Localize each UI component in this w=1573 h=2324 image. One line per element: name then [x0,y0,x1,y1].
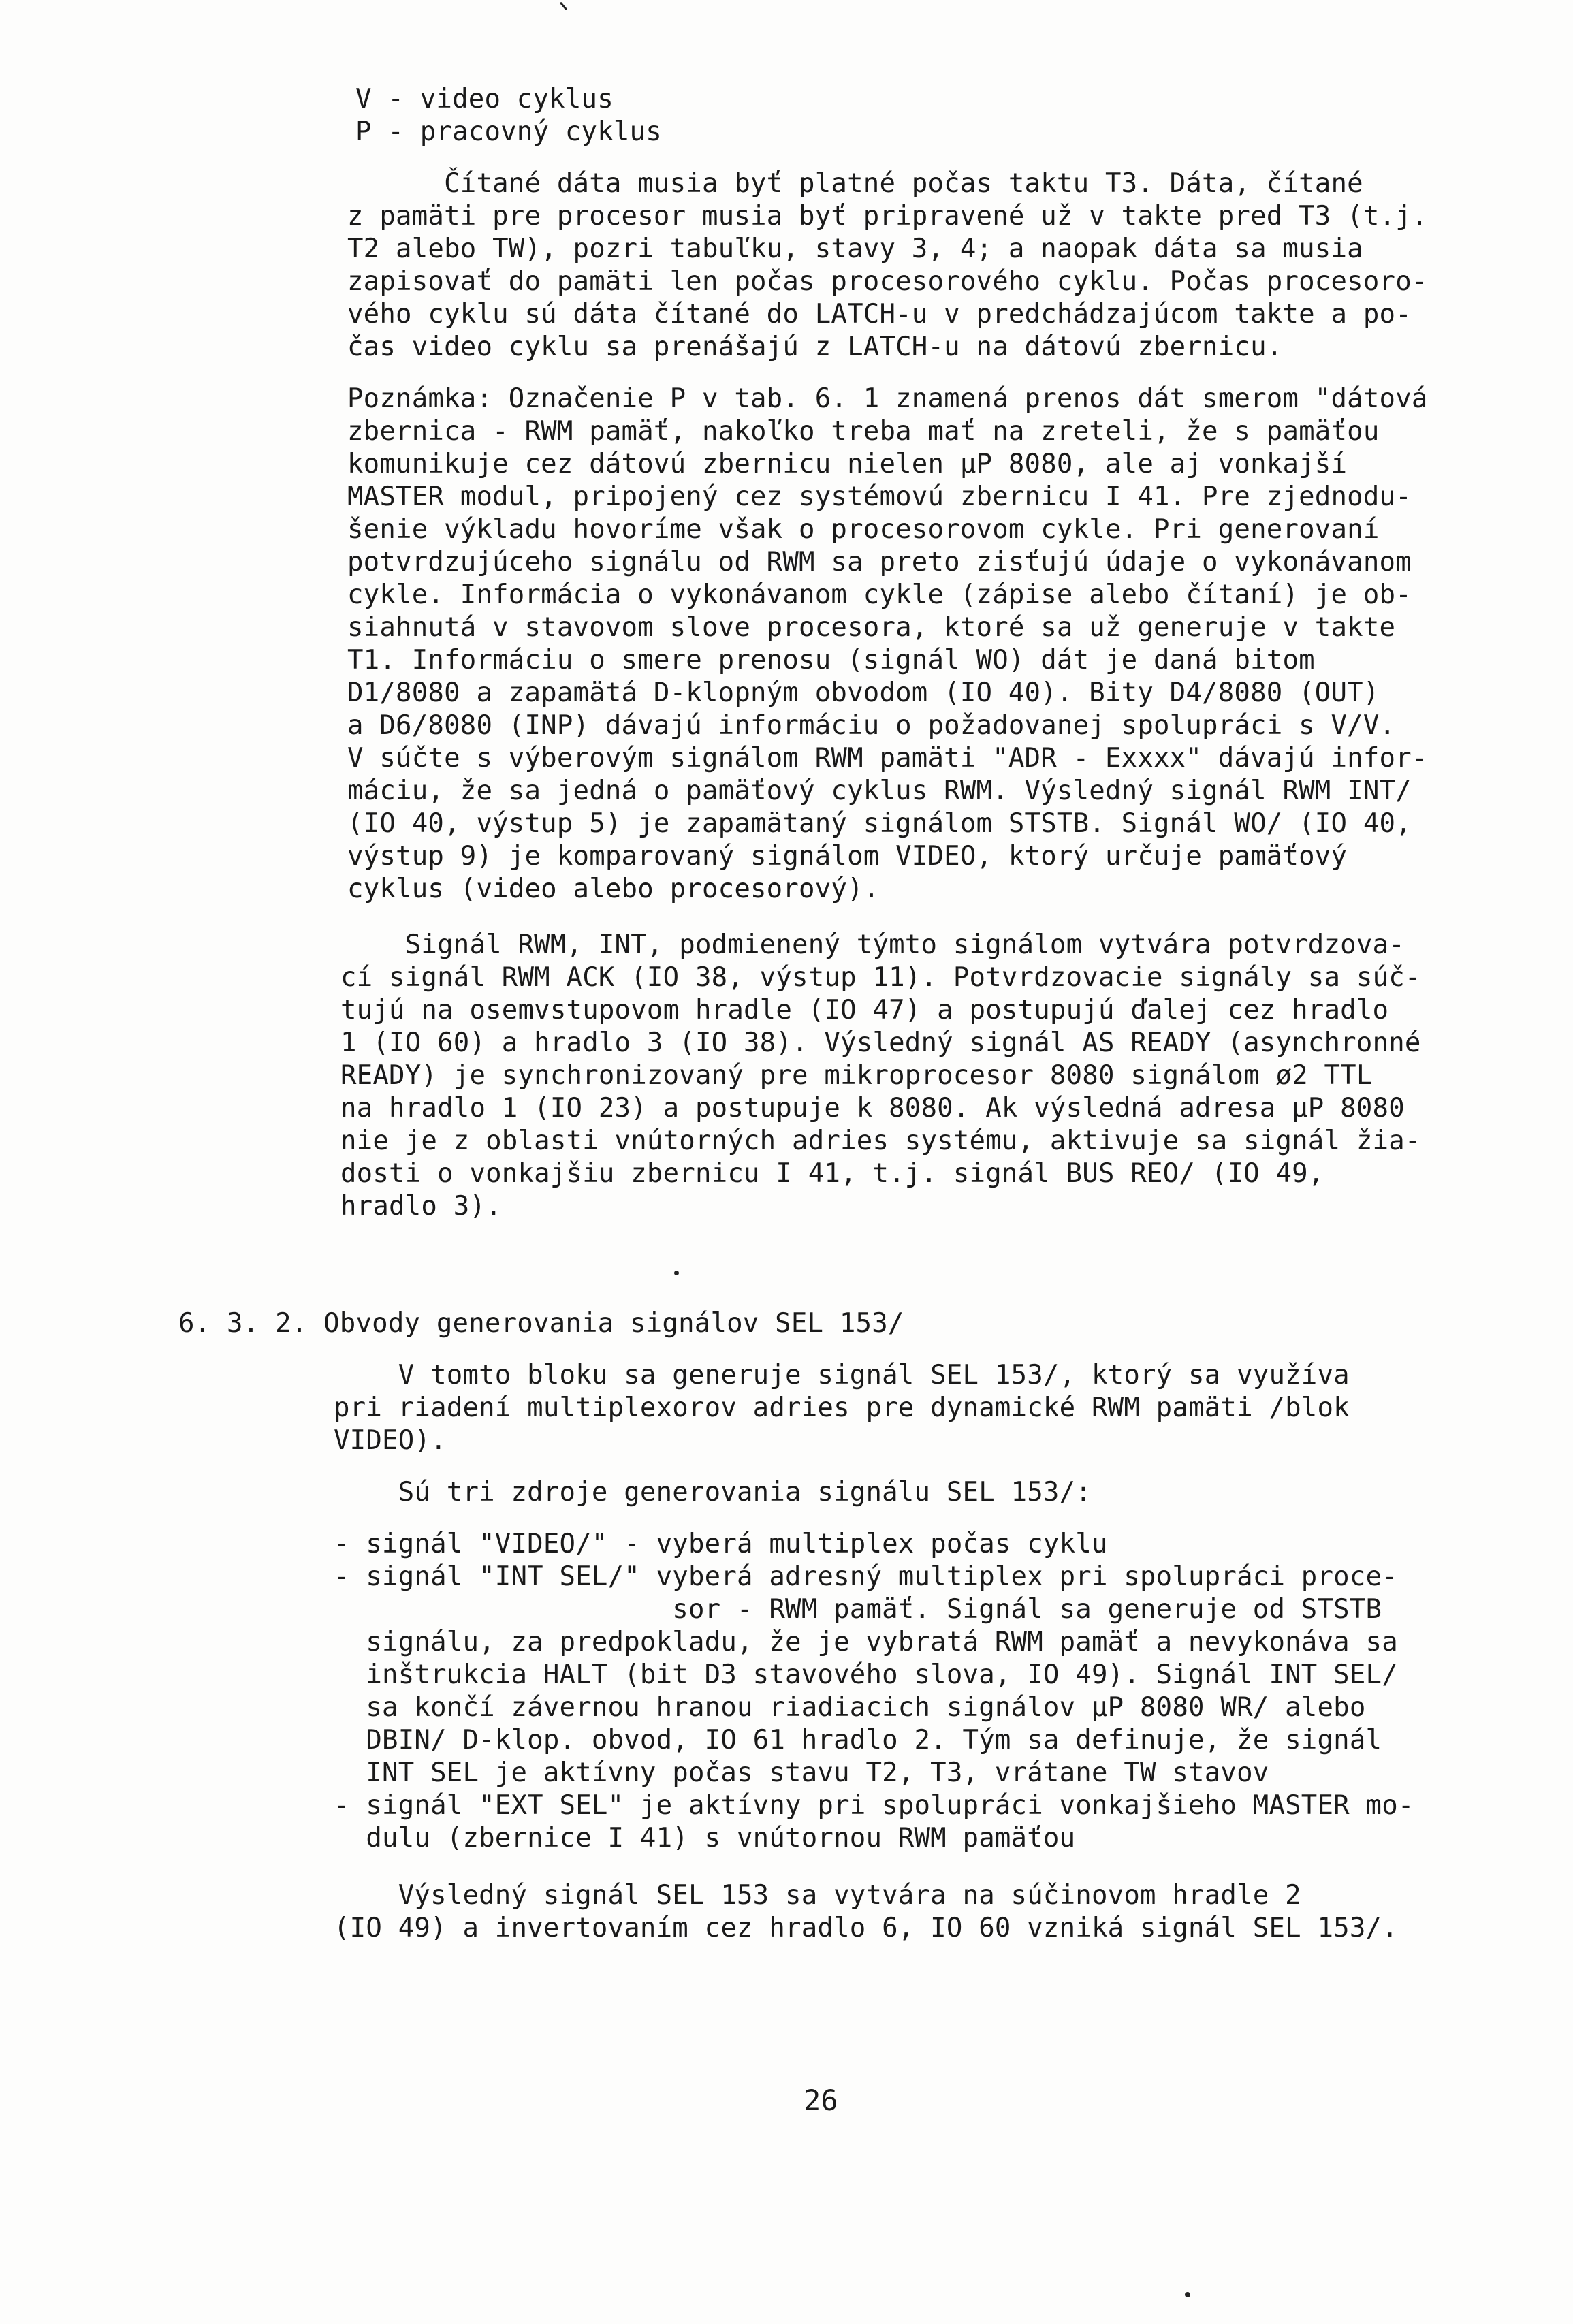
note-line: cyklus (video alebo procesorový). [347,874,880,904]
paragraph-line: T2 alebo TW), pozri tabuľku, stavy 3, 4; a naopak dáta sa musia [347,234,1363,264]
note-line: potvrdzujúceho signálu od RWM sa preto zisťujú údaje o vykonávanom [347,547,1412,577]
paragraph-line: vého cyklu sú dáta čítané do LATCH-u v predchádzajúcom takte a po- [347,299,1412,330]
note-line: V súčte s výberovým signálom RWM pamäti "ADR - Exxxx" dávajú infor- [347,743,1428,774]
scan-speck [674,1271,679,1275]
paragraph-line: Signál RWM, INT, podmienený týmto signálom vytvára potvrdzova- [340,929,1405,960]
note-line: siahnutá v stavovom slove procesora, ktoré sa už generuje v takte [347,612,1396,643]
list-item: dulu (zbernice I 41) s vnútornou RWM pamäťou [334,1823,1076,1853]
paragraph-line: Sú tri zdroje generovania signálu SEL 153/: [334,1477,1092,1508]
paragraph-line: V tomto bloku sa generuje signál SEL 153/, ktorý sa využíva [334,1360,1350,1390]
note-line: D1/8080 a zapamätá D-klopným obvodom (IO 40). Bity D4/8080 (OUT) [347,678,1380,708]
paragraph-line: nie je z oblasti vnútorných adries systému, aktivuje sa signál žia- [340,1126,1421,1156]
paragraph-line: 1 (IO 60) a hradlo 3 (IO 38). Výsledný signál AS READY (asynchronné [340,1028,1421,1058]
paragraph-line: pri riadení multiplexorov adries pre dynamické RWM pamäti /blok [334,1392,1350,1423]
paragraph-line: čas video cyklu sa prenášajú z LATCH-u na dátovú zbernicu. [347,332,1283,362]
note-line: výstup 9) je komparovaný signálom VIDEO, ktorý určuje pamäťový [347,841,1348,872]
paragraph-line: cí signál RWM ACK (IO 38, výstup 11). Potvrdzovacie signály sa súč- [340,962,1421,993]
note-line: (IO 40, výstup 5) je zapamätaný signálom STSTB. Signál WO/ (IO 40, [347,808,1412,839]
scan-speck [560,2,567,11]
list-item: signálu, za predpokladu, že je vybratá RWM pamäť a nevykonáva sa [334,1627,1398,1657]
note-line: komunikuje cez dátovú zbernicu nielen µP 8080, ale aj vonkajší [347,449,1348,479]
paragraph-line: zapisovať do pamäti len počas procesorového cyklu. Počas procesoro- [347,266,1428,297]
paragraph-line: hradlo 3). [340,1191,502,1222]
note-line: Poznámka: Označenie P v tab. 6. 1 znamená prenos dát smerom "dátová [347,383,1428,414]
list-item: sa končí závernou hranou riadiacich signálov µP 8080 WR/ alebo [334,1692,1366,1723]
note-line: MASTER modul, pripojený cez systémovú zbernicu I 41. Pre zjednodu- [347,481,1412,512]
list-item: - signál "INT SEL/" vyberá adresný multiplex pri spolupráci proce- [334,1561,1398,1592]
list-item: DBIN/ D-klop. obvod, IO 61 hradlo 2. Tým sa definuje, že signál [334,1725,1382,1755]
scan-speck [1185,2292,1190,2297]
note-line: máciu, že sa jedná o pamäťový cyklus RWM. Výsledný signál RWM INT/ [347,776,1412,806]
paragraph-line: Výsledný signál SEL 153 sa vytvára na súčinovom hradle 2 [334,1880,1301,1911]
page-number: 26 [804,2084,838,2117]
paragraph-line: VIDEO). [334,1425,447,1456]
paragraph-line: (IO 49) a invertovaním cez hradlo 6, IO 60 vzniká signál SEL 153/. [334,1913,1398,1943]
section-heading: 6. 3. 2. Obvody generovania signálov SEL 153/ [178,1308,904,1339]
paragraph-line: dosti o vonkajšiu zbernicu I 41, t.j. signál BUS REO/ (IO 49, [340,1158,1324,1189]
list-item: sor - RWM pamäť. Signál sa generuje od STSTB [334,1594,1382,1625]
list-item: INT SEL je aktívny počas stavu T2, T3, vrátane TW stavov [334,1757,1269,1788]
paragraph-line: na hradlo 1 (IO 23) a postupuje k 8080. Ak výsledná adresa µP 8080 [340,1093,1405,1124]
note-line: a D6/8080 (INP) dávajú informáciu o požadovanej spolupráci s V/V. [347,710,1396,741]
paragraph-line: Čítané dáta musia byť platné počas taktu T3. Dáta, čítané [347,168,1363,199]
paragraph-line: tujú na osemvstupovom hradle (IO 47) a postupujú ďalej cez hradlo [340,995,1389,1025]
list-item: - signál "VIDEO/" - vyberá multiplex počas cyklu [334,1529,1108,1559]
note-line: cykle. Informácia o vykonávanom cykle (zápise alebo čítaní) je ob- [347,579,1412,610]
note-line: T1. Informáciu o smere prenosu (signál WO) dát je daná bitom [347,645,1315,675]
list-item: - signál "EXT SEL" je aktívny pri spolupráci vonkajšieho MASTER mo- [334,1790,1414,1821]
paragraph-line: READY) je synchronizovaný pre mikroprocesor 8080 signálom ø2 TTL [340,1060,1373,1091]
legend-line: P - pracovný cyklus [355,116,662,147]
list-item: inštrukcia HALT (bit D3 stavového slova, IO 49). Signál INT SEL/ [334,1659,1398,1690]
legend-line: V - video cyklus [355,84,614,114]
note-line: zbernica - RWM pamäť, nakoľko treba mať na zreteli, že s pamäťou [347,416,1380,447]
paragraph-line: z pamäti pre procesor musia byť pripravené už v takte pred T3 (t.j. [347,201,1428,232]
note-line: šenie výkladu hovoríme však o procesorovom cykle. Pri generovaní [347,514,1380,545]
